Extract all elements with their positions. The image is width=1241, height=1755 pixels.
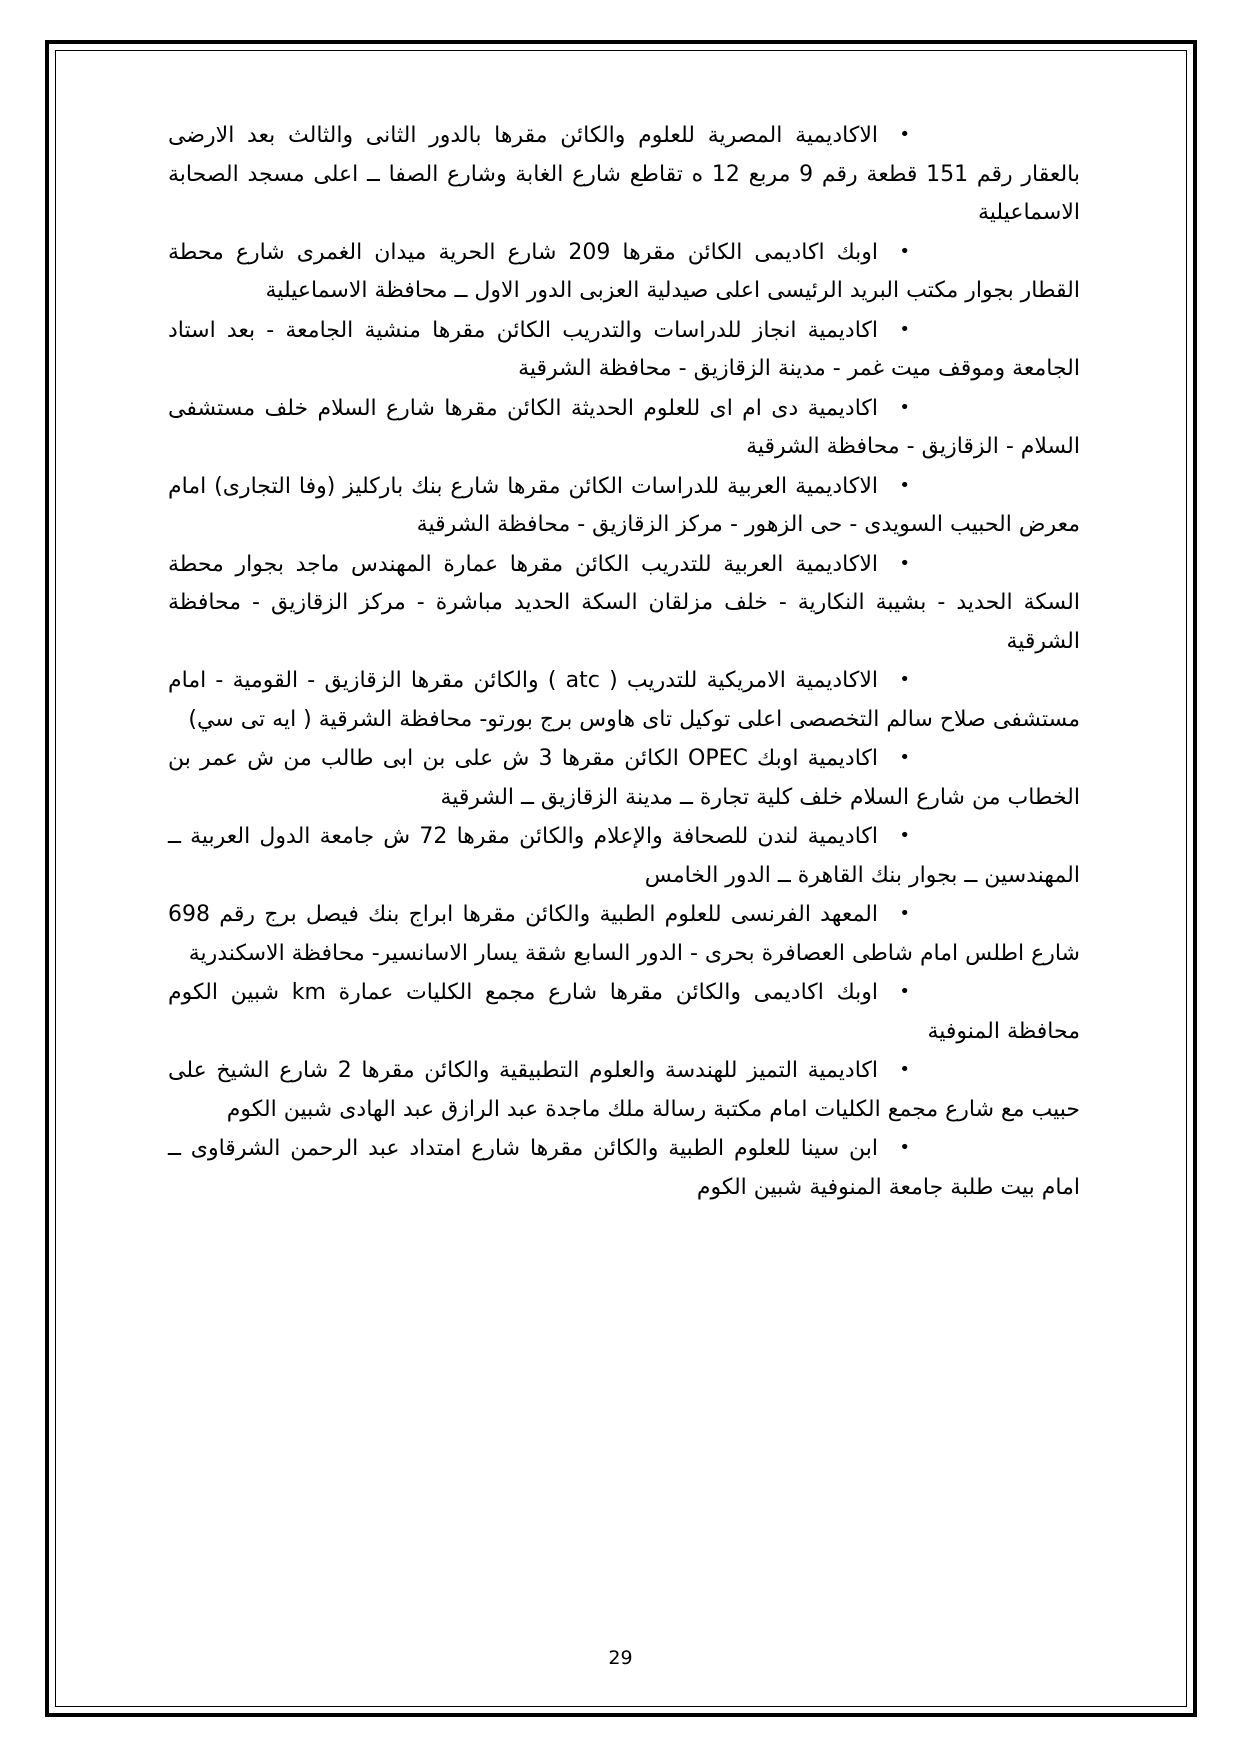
bullet-icon: • xyxy=(899,1059,910,1080)
list-item-text: اكاديمية انجاز للدراسات والتدريب الكائن مقرها منشية الجامعة - بعد استاد الجامعة وموقف ميت غمر - مدينة الزقازيق - محافظة الشرقية xyxy=(168,317,1080,381)
bullet-icon: • xyxy=(899,552,910,574)
list-item-text: المعهد الفرنسى للعلوم الطبية والكائن مقرها ابراج بنك فيصل برج رقم 698 شارع اطلس امام شاطى العصافرة بحرى - الدور السابع شقة يسار الاسانسير- محافظة الاسكندرية xyxy=(168,902,1080,966)
list-item-text: الاكاديمية العربية للتدريب الكائن مقرها عمارة المهندس ماجد بجوار محطة السكة الحديد - بشيبة النكارية - خلف مزلقان السكة الحديد مباشرة - مركز الزقازيق - محافظة الشرقية xyxy=(168,551,1080,654)
list-item xyxy=(168,116,1080,233)
list-item-text: اكاديمية اوبك OPEC الكائن مقرها 3 ش على بن ابى طالب من ش عمر بن الخطاب من شارع السلام خلف كلية تجارة ــ مدينة الزقازيق ــ الشرقية xyxy=(168,746,1080,810)
list-item xyxy=(168,311,1080,389)
bullet-icon: • xyxy=(899,825,911,846)
bullet-icon: • xyxy=(899,396,910,418)
list-item xyxy=(168,545,1080,662)
list-item-text: اوبك اكاديمى والكائن مقرها شارع مجمع الكليات عمارة km شبين الكوم محافظة المنوفية xyxy=(168,980,1080,1044)
list-item xyxy=(168,233,1080,311)
list-item xyxy=(168,467,1080,545)
list-item xyxy=(168,1051,1080,1129)
bullet-icon: • xyxy=(899,903,910,924)
bullet-icon: • xyxy=(899,1137,910,1158)
bullet-icon: • xyxy=(899,124,910,145)
list-item xyxy=(168,895,1080,973)
list-item-text: اكاديمية لندن للصحافة والإعلام والكائن مقرها 72 ش جامعة الدول العربية ــ المهندسين ــ بجوار بنك القاهرة ــ الدور الخامس xyxy=(168,824,1080,888)
list-item-text: اكاديمية دى ام اى للعلوم الحديثة الكائن مقرها شارع السلام خلف مستشفى السلام - الزقازيق - محافظة الشرقية xyxy=(168,395,1080,459)
bullet-icon: • xyxy=(899,669,910,690)
bullet-icon: • xyxy=(899,981,910,1002)
list-item xyxy=(168,817,1080,895)
bullet-icon: • xyxy=(899,318,910,340)
academy-list xyxy=(168,116,1080,1207)
bullet-icon: • xyxy=(899,240,910,262)
page-number: 29 xyxy=(608,1647,633,1669)
list-item-text: الاكاديمية العربية للدراسات الكائن مقرها شارع بنك باركليز (وفا التجارى) امام معرض الحبيب السويدى - حى الزهور - مركز الزقازيق - محافظة الشرقية xyxy=(168,473,1080,537)
list-item-text: الاكاديمية المصرية للعلوم والكائن مقرها بالدور الثانى والثالث بعد الارضى بالعقار رقم 151 قطعة رقم 9 مربع 12 ه تقاطع شارع الغابة وشارع الصفا ــ اعلى مسجد الصحابة الاسماعيلية xyxy=(168,123,1081,225)
list-item-text: اوبك اكاديمى الكائن مقرها 209 شارع الحرية ميدان الغمرى شارع محطة القطار بجوار مكتب البريد الرئيسى اعلى صيدلية العزبى الدور الاول ــ محافظة الاسماعيلية xyxy=(168,239,1080,303)
list-item xyxy=(168,1129,1080,1207)
list-item xyxy=(168,661,1080,739)
list-item xyxy=(168,973,1080,1051)
list-item-text: اكاديمية التميز للهندسة والعلوم التطبيقية والكائن مقرها 2 شارع الشيخ على حبيب مع شارع مجمع الكليات امام مكتبة رسالة ملك ماجدة عبد الرازق عبد الهادى شبين الكوم xyxy=(168,1058,1080,1122)
page-content xyxy=(168,116,1080,1207)
bullet-icon: • xyxy=(899,747,911,768)
list-item xyxy=(168,389,1080,467)
bullet-icon: • xyxy=(899,474,910,496)
list-item-text: ابن سينا للعلوم الطبية والكائن مقرها شارع امتداد عبد الرحمن الشرقاوى ــ امام بيت طلبة جامعة المنوفية شبين الكوم xyxy=(168,1136,1080,1200)
list-item-text: الاكاديمية الامريكية للتدريب ( atc ) والكائن مقرها الزقازيق - القومية - امام مستشفى صلاح سالم التخصصى اعلى توكيل تاى هاوس برج بورتو- محافظة الشرقية ( ايه تى سي) xyxy=(168,668,1080,732)
list-item xyxy=(168,739,1080,817)
